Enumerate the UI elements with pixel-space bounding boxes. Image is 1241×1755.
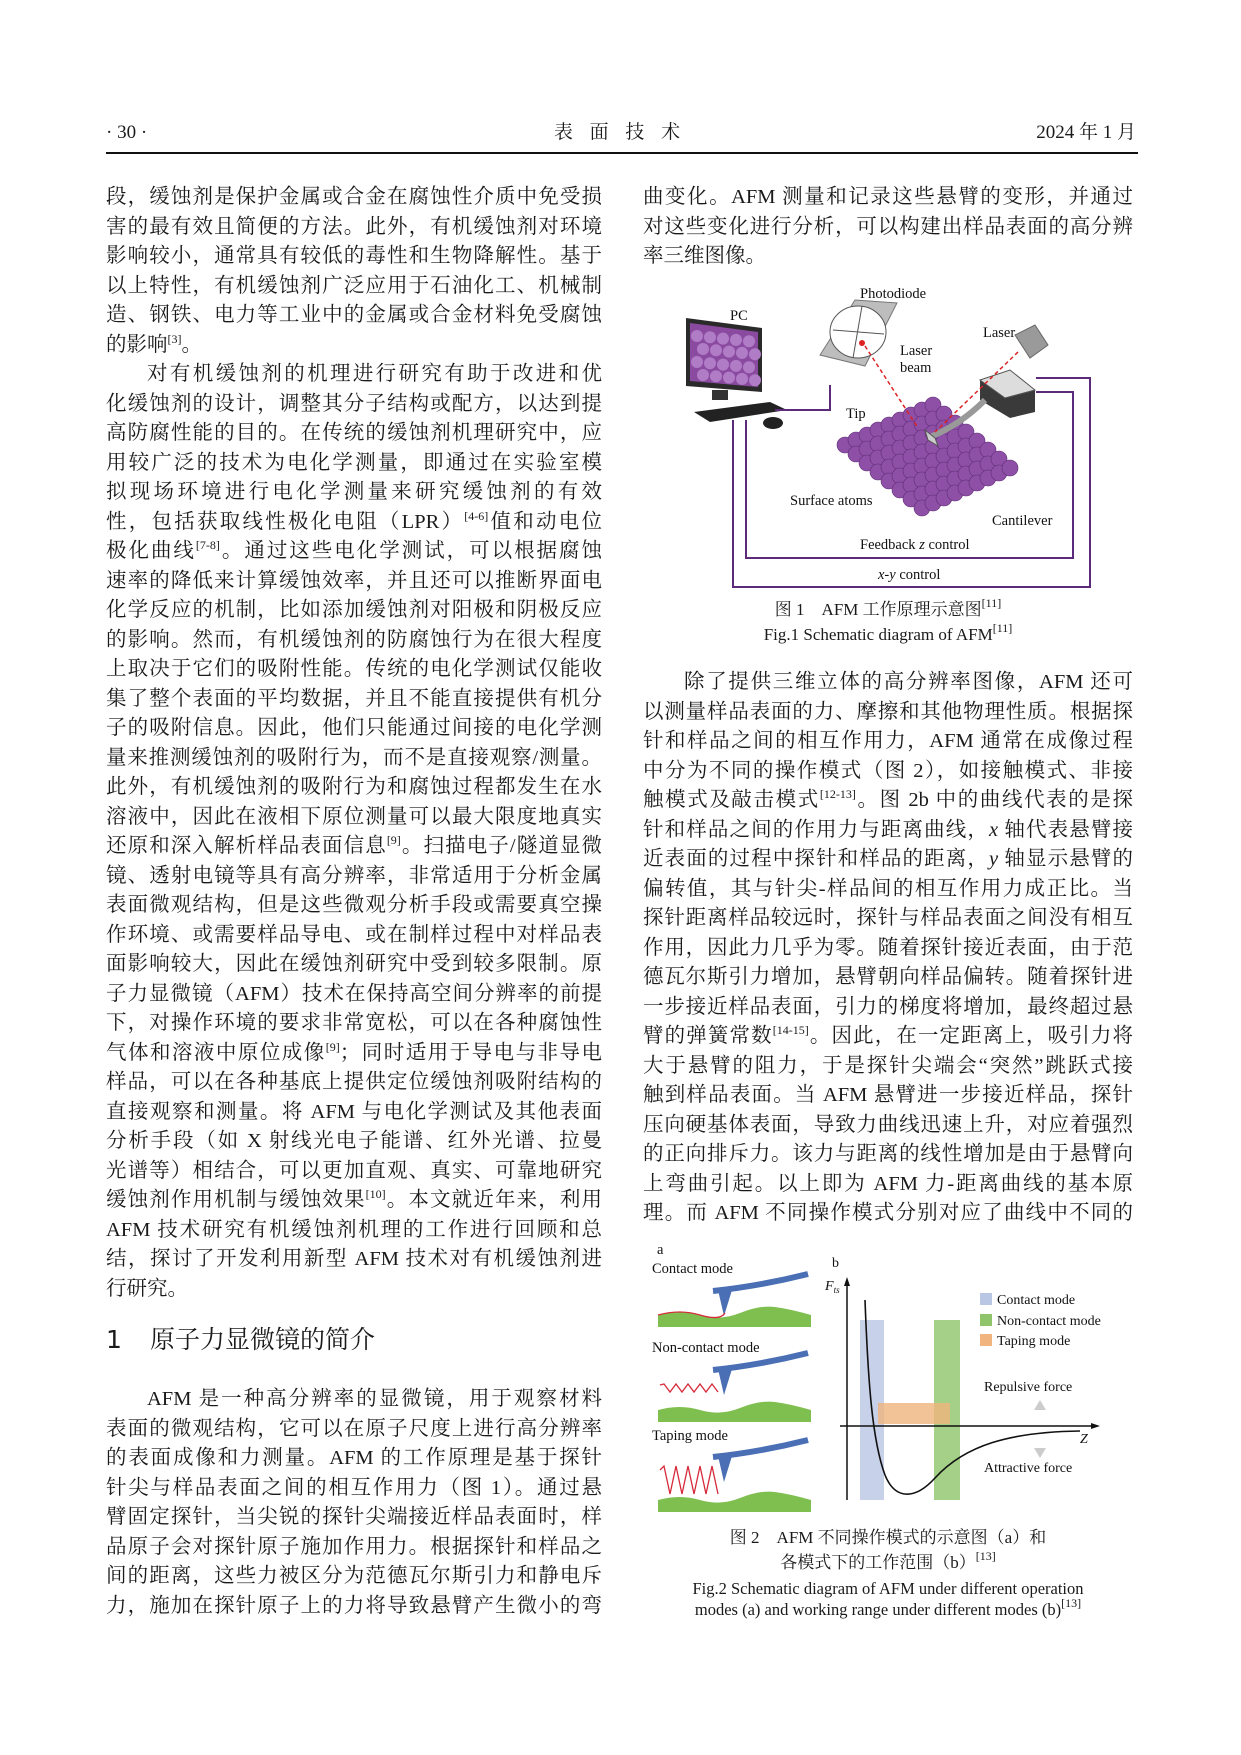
text-segment: 。扫描电子/隧道显微 [400,835,603,857]
text-segment: 集了整个表面的平均数据，并且不能直接提供有机分 [106,687,602,710]
section-title: 原子力显微镜的简介 [150,1325,376,1354]
probe-tip [718,1456,732,1482]
right-column-body [643,668,1133,1229]
text-line [106,390,602,420]
text-segment: 以上特性，有机缓蚀剂广泛应用于石油化工、机械制 [106,274,602,297]
text-line [106,714,602,744]
text-line [106,449,602,479]
text-line [106,478,602,508]
text-segment: 大于悬臂的阻力，于是探针尖端会“突然”跳跃式接 [643,1054,1133,1077]
feedback-z-control-label: Feedback z control [860,537,970,553]
text-line [643,845,1133,875]
text-line [643,904,1133,934]
issue-date: 2024 年 1 月 [1036,122,1136,143]
text-line [106,1186,602,1216]
text-line [643,1199,1133,1229]
text-line [643,242,1133,272]
screen-atom [710,344,722,356]
sample-surface [658,1402,811,1422]
text-segment: 的影响 [106,333,168,356]
citation-ref: [4-6] [464,508,489,523]
text-segment: 偏转值，其与针尖-样品间的相互作用力成正比。当 [643,877,1133,900]
text-segment: 触到样品表面。当 AFM 悬臂进一步接近样品，探针 [643,1084,1133,1106]
text-line [106,1562,602,1592]
tip-label: Tip [846,406,866,422]
text-line [106,1533,602,1563]
text-segment: 分析手段（如 X 射线光电子能谱、红外光谱、拉曼 [106,1130,602,1152]
text-segment: 化学反应的机制，比如添加缓蚀剂对阳极和阴极反应 [106,599,602,621]
screen-atom [730,334,742,346]
screen-atom [691,356,703,368]
text-line [643,816,1133,846]
text-segment: 子力显微镜（AFM）技术在保持高空间分辨率的前提 [106,982,602,1005]
text-segment: 轴显示悬臂的 [998,848,1134,870]
text-line [643,183,1133,213]
text-segment: 镜、透射电镜等具有高分辨率，非常适用于分析金属 [106,864,602,887]
repulsive-force-label: Repulsive force [984,1380,1073,1395]
text-line [643,1022,1133,1052]
screen-atom [749,374,761,386]
text-line [106,1127,602,1157]
citation-ref: [10] [365,1187,386,1201]
text-segment: 下，对操作环境的要求非常宽松，可以在各种腐蚀性 [106,1012,602,1034]
text-segment: 以测量样品表面的力、摩擦和其他物理性质。根据探 [643,700,1133,723]
text-line [643,786,1133,816]
screen-atom [697,369,709,381]
text-segment: 溶液中，因此在液相下原位测量可以最大限度地真实 [106,805,602,828]
laser-beam-label-2: beam [900,360,932,376]
text-line [643,757,1133,787]
contact-mode-label: Contact mode [652,1261,733,1277]
panel-a-drawings [658,1274,811,1512]
text-segment: 针和样品之间的作用力与距离曲线， [643,818,990,841]
text-segment: 缓蚀剂作用机制与缓蚀效果 [106,1189,366,1211]
text-segment: 针和样品之间的相互作用力，AFM 通常在成像过程 [643,730,1133,752]
text-segment: 。通过这些电化学测试，可以根据腐蚀 [219,540,603,562]
text-line [106,803,602,833]
text-segment: 的影响。然而，有机缓蚀剂的防腐蚀行为在很大程度 [106,628,602,651]
panel-b-label: b [832,1256,839,1271]
text-line [106,1444,602,1474]
text-line [643,875,1133,905]
text-segment: 。因此，在一定距离上，吸引力将 [808,1025,1134,1047]
text-segment: 的正向排斥力。该力与距离的线性增加是由于悬臂向 [643,1143,1133,1165]
text-line [106,1039,602,1069]
text-segment: 轴代表悬臂接 [998,818,1134,841]
citation-ref: [3] [167,331,182,346]
text-line [643,1140,1133,1170]
screen-atom [723,372,735,384]
taping-mode-label: Taping mode [652,1428,728,1444]
panel-a-label: a [657,1242,664,1258]
text-line [106,891,602,921]
math-variable: y [989,848,999,870]
screen-atom [704,331,716,343]
legend-noncontact-swatch [980,1314,992,1326]
figure-2-afm-modes [650,1238,1135,1523]
citation-ref: [7-8] [195,538,220,552]
text-segment: 造、钢铁、电力等工业中的金属或合金材料免受腐蚀 [106,304,602,326]
laser-icon [1015,325,1048,358]
text-segment: 样品，可以在各种基底上提供定位缓蚀剂吸附结构的 [106,1071,602,1093]
text-segment: 此外，有机缓蚀剂的吸附行为和腐蚀过程都发生在水 [106,776,602,798]
text-line [106,1098,602,1128]
text-line [106,596,602,626]
text-segment: 速率的降低来计算缓蚀效率，并且还可以推断界面电 [106,569,602,592]
text-line [106,537,602,567]
text-line [106,1157,602,1187]
figure-1-afm-schematic [680,280,1100,595]
text-segment: 对有机缓蚀剂的机理进行研究有助于改进和优 [147,363,602,385]
text-segment: 上弯曲引起。以上即为 AFM 力-距离曲线的基本原 [643,1172,1133,1195]
text-segment: AFM 技术研究有机缓蚀剂机理的工作进行回顾和总 [106,1218,602,1241]
legend-taping-swatch [980,1334,992,1346]
text-segment: 表面的微观结构，它可以在原子尺度上进行高分辨率 [106,1417,602,1440]
text-line [106,419,602,449]
text-line [106,183,602,213]
text-line [106,1245,602,1275]
text-segment: 直接观察和测量。将 AFM 与电化学测试及其他表面 [106,1100,602,1123]
text-segment: 性，包括获取线性极化电阻（LPR） [106,510,465,533]
text-line [643,698,1133,728]
text-line [106,272,602,302]
text-segment: 极化曲线 [106,540,196,562]
attractive-force-label: Attractive force [984,1461,1073,1476]
text-line [643,727,1133,757]
figure-2-caption-cn-1: 图 2 AFM 不同操作模式的示意图（a）和 [729,1528,1047,1547]
text-line [643,1081,1133,1111]
text-segment: 值和动电位 [488,510,602,533]
text-segment: 触模式及敲击模式 [643,789,820,811]
text-line [106,242,602,272]
text-segment: 面影响较大，因此在缓蚀剂研究中受到较多限制。原 [106,953,602,975]
text-line [643,963,1133,993]
text-segment: 中分为不同的操作模式（图 2），如接触模式、非接 [643,759,1133,782]
screen-atom [697,343,709,355]
text-segment: 臂的弹簧常数 [643,1025,773,1047]
text-line [643,993,1133,1023]
text-line [106,301,602,331]
text-segment: 除了提供三维立体的高分辨率图像，AFM 还可 [684,671,1133,693]
text-segment: 。本文就近年来，利用 [385,1189,603,1211]
text-segment: 高防腐性能的目的。在传统的缓蚀剂机理研究中，应 [106,422,602,444]
text-line [106,980,602,1010]
text-segment: 对这些变化进行分析，可以构建出样品表面的高分辨 [643,215,1133,238]
right-column-top [643,183,1133,272]
surface-atoms-label: Surface atoms [790,493,873,509]
text-segment: 影响较小，通常具有较低的毒性和生物降解性。基于 [106,245,602,267]
text-segment: 力，施加在探针原子上的力将导致悬臂产生微小的弯 [106,1594,602,1617]
screen-atom [717,359,729,371]
oscillation-wave [660,1466,718,1494]
citation-ref: [12-13] [819,787,856,801]
text-segment: 压向硬基体表面，导致力曲线迅速上升，对应着强烈 [643,1113,1133,1136]
figure-1-caption-en: Fig.1 Schematic diagram of AFM[11] [763,621,1013,644]
text-line [106,1592,602,1622]
text-line [106,360,602,390]
text-segment: 子的吸附信息。因此，他们只能通过间接的电化学测 [106,717,602,739]
text-line [643,668,1133,698]
text-segment: 行研究。 [106,1277,188,1300]
text-line [106,1009,602,1039]
screen-atom [743,335,755,347]
text-segment: 拟现场环境进行电化学测量来研究缓蚀剂的有效 [106,481,602,503]
probe-tip [718,1369,732,1395]
text-line [106,626,602,656]
screen-atom [736,373,748,385]
xy-control-label: x-y control [878,567,941,583]
text-line [643,213,1133,243]
screen-atom [723,346,735,358]
citation-ref: [9] [386,833,401,847]
text-line [106,685,602,715]
text-line [106,862,602,892]
text-segment: 量来推测缓蚀剂的吸附行为，而不是直接观察/测量。 [106,746,602,769]
text-segment: 用较广泛的技术为电化学测量，即通过在实验室模 [106,451,602,474]
header-rule [106,152,1138,154]
pc-label: PC [730,308,748,324]
screen-atom [691,330,703,342]
text-segment: 率三维图像。 [643,245,766,267]
text-line [106,1275,602,1305]
text-line [643,1170,1133,1200]
text-line [106,1503,602,1533]
legend-taping: Taping mode [997,1334,1071,1349]
text-line [106,1385,602,1415]
text-line [643,934,1133,964]
text-segment: 一步接近样品表面，引力的梯度将增加，最终超过悬 [643,995,1133,1018]
legend-contact-swatch [980,1293,992,1305]
screen-atom [710,370,722,382]
page-number: · 30 · [106,122,148,143]
text-line [106,1415,602,1445]
text-line [106,1474,602,1504]
text-segment: 针尖与样品表面之间的相互作用力（图 1）。通过悬 [106,1476,602,1499]
figure-2-caption-cn-2: 各模式下的工作范围（b）[13] [780,1549,996,1572]
text-line [643,1111,1133,1141]
text-segment: 光谱等）相结合，可以更加直观、真实、可靠地研究 [106,1159,602,1182]
laser-label: Laser [983,325,1016,341]
text-segment: 间的距离，这些力被区分为范德瓦尔斯引力和静电斥 [106,1565,602,1587]
text-line [106,567,602,597]
text-segment: 害的最有效且简便的方法。此外，有机缓蚀剂对环境 [106,215,602,238]
x-axis-label: Z [1080,1432,1088,1447]
y-axis-label: $F_{ts}$ [825,1279,840,1295]
text-segment: 气体和溶液中原位成像 [106,1041,326,1064]
text-segment: 。图 2b 中的曲线代表的是探 [855,789,1134,811]
text-line [643,1052,1133,1082]
legend-noncontact: Non-contact mode [997,1314,1101,1329]
left-column-body [106,183,602,1304]
math-variable: x [989,818,999,841]
cantilever-label: Cantilever [992,513,1053,529]
figure-2-caption-en-2: modes (a) and working range under different modes (b)[13] [694,1596,1082,1619]
text-segment: 近表面的过程中探针和样品的距离， [643,848,990,870]
noncontact-mode-label: Non-contact mode [652,1340,760,1356]
text-segment: 化缓蚀剂的设计，调整其分子结构或配方，以达到提 [106,392,602,415]
text-line [106,508,602,538]
text-line [106,773,602,803]
atom [1002,460,1018,476]
text-segment: 作环境、或需要样品导电、或在制样过程中对样品表 [106,923,602,946]
text-segment: 曲变化。AFM 测量和记录这些悬臂的变形，并通过 [643,186,1133,208]
text-segment: 结，探讨了开发利用新型 AFM 技术对有机缓蚀剂进 [106,1248,602,1270]
text-line [106,832,602,862]
text-segment: 作用，因此力几乎为零。随着探针接近表面，由于范 [643,936,1133,959]
text-line [106,331,602,361]
screen-atom [704,357,716,369]
screen-atom [736,347,748,359]
text-segment: 还原和深入解析样品表面信息 [106,835,387,857]
text-segment: 。 [181,333,202,356]
text-segment: 探针距离样品较远时，探针与样品表面之间没有相互 [643,907,1133,929]
text-line [106,655,602,685]
taping-mode-band [878,1403,950,1424]
text-line [106,1068,602,1098]
text-line [106,950,602,980]
text-segment: 臂固定探针，当尖锐的探针尖端接近样品表面时，样 [106,1506,602,1528]
journal-title: 表 面 技 术 [553,122,687,143]
citation-ref: [9] [325,1039,340,1054]
text-segment: 上取决于它们的吸附性能。传统的电化学测试仅能收 [106,658,602,680]
text-segment: 段，缓蚀剂是保护金属或合金在腐蚀性介质中免受损 [106,186,602,208]
figure-1-caption-cn: 图 1 AFM 工作原理示意图[11] [774,596,1002,619]
text-line [106,921,602,951]
screen-atom [730,360,742,372]
sample-surface [658,1307,811,1327]
text-segment: 品原子会对探针原子施加作用力。根据探针和样品之 [106,1535,602,1558]
text-segment: 理。而 AFM 不同操作模式分别对应了曲线中不同的 [643,1202,1133,1224]
citation-ref: [14-15] [772,1023,809,1037]
photodiode-label: Photodiode [860,286,927,302]
sample-surface [658,1492,811,1512]
text-line [106,213,602,243]
figure-2-caption-en-1: Fig.2 Schematic diagram of AFM under different operation [692,1579,1084,1598]
section-number: 1 [106,1325,122,1354]
photodiode-icon [820,300,897,366]
text-segment: 的表面成像和力测量。AFM 的工作原理是基于探针 [106,1447,602,1469]
probe-tip [718,1290,732,1316]
text-segment: ；同时适用于导电与非导电 [339,1041,603,1064]
laser-beam-label-1: Laser [900,343,933,359]
text-segment: AFM 是一种高分辨率的显微镜，用于观察材料 [147,1388,602,1410]
text-line [106,1216,602,1246]
text-segment: 德瓦尔斯引力增加，悬臂朝向样品偏转。随着探针进 [643,966,1133,988]
legend-contact: Contact mode [997,1293,1076,1308]
section-heading [106,1322,375,1358]
screen-atom [743,361,755,373]
text-line [106,744,602,774]
text-segment: 表面微观结构，但是这些微观分析手段或需要真空操 [106,894,602,916]
screen-atom [749,348,761,360]
left-column-section-body [106,1385,602,1621]
screen-atom [717,333,729,345]
oscillation-wave [660,1384,718,1392]
